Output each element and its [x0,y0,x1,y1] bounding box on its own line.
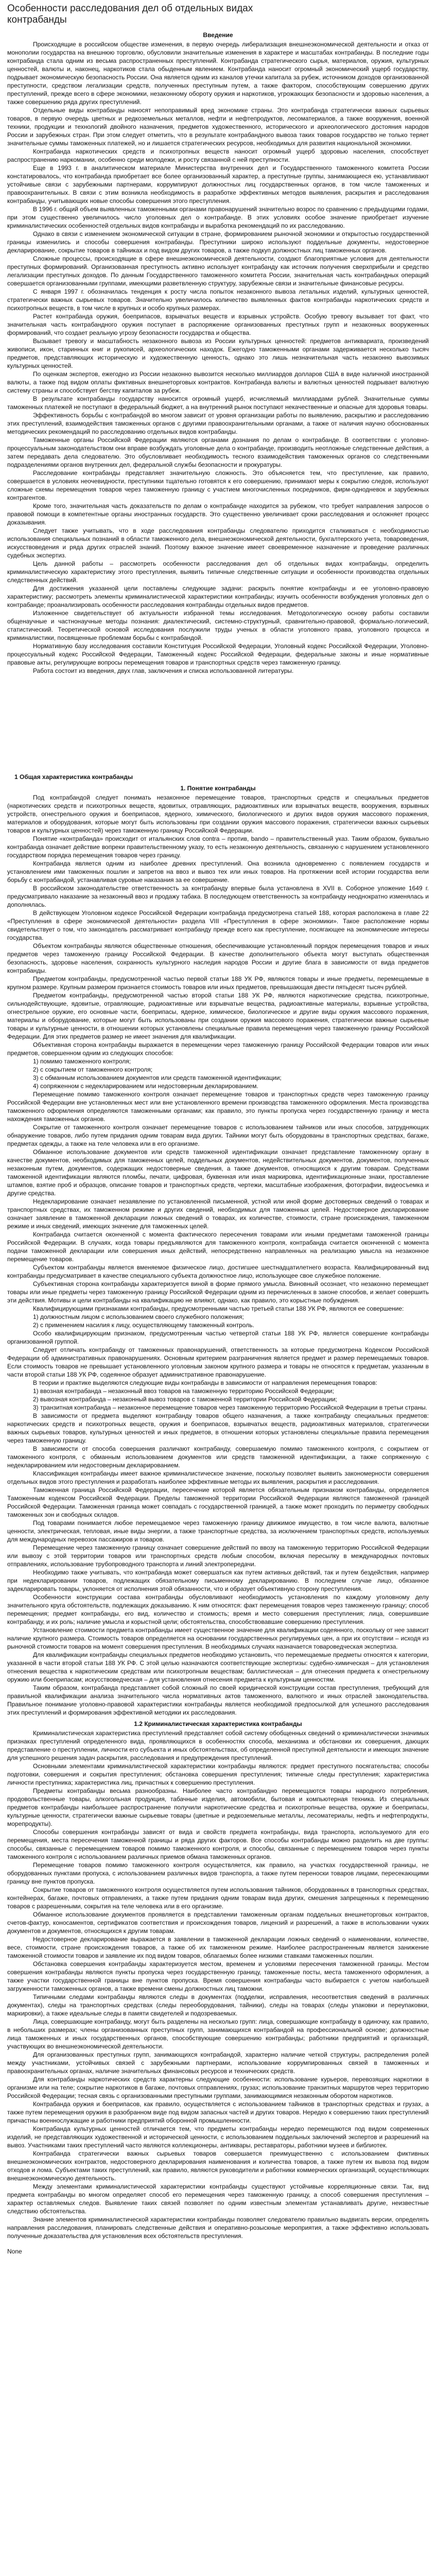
paragraph: Контрабанда стратегически важных сырьевых товаров совершается преимущественно с использованием фиктивных внешнеэкономических контрактов, недостоверного декларирования наименования и количества товаров, а также путем их вывоза под видом отходов и лома. Субъектами таких преступлений, как правило, являются руководители и работники коммерческих организаций, осуществляющих внешнеэкономическую деятельность. [7,2150,429,2182]
paragraph: Сложные процессы, происходящие в сфере внешнеэкономической деятельности, создают благоприятные условия для деятельности преступных формирований. Организованная преступность активно использует контрабанду как источник получения сверхприбыли и средство легализации преступных доходов. По данным Государственного таможенного комитета России, значительная часть контрабандных операций совершается организованными группами, имеющими разветвленную структуру, зарубежные связи и значительные финансовые ресурсы. [7,255,429,287]
paragraph: Способы совершения контрабанды зависят от вида и свойств предмета контрабанды, вида транспорта, используемого для его перемещения, места пересечения таможенной границы и ряда других факторов. Все способы контрабанды можно разделить на две группы: способы, связанные с перемещением товаров помимо таможенного контроля, и способы, связанные с перемещением товаров через пункты таможенного контроля с использованием различных приемов обмана таможенных органов. [7,1828,429,1860]
paragraph: Перемещение помимо таможенного контроля означает перемещение товаров и транспортных средств через таможенную границу Российской Федерации вне установленных мест или вне установленного времени производства таможенного оформления. Места производства таможенного оформления определяются таможенными органами; как правило, это пункты пропуска через государственную границу и места нахождения таможенных органов. [7,1091,429,1123]
list-item: 3) транзитная контрабанда – незаконное перемещение товаров через таможенную территорию Российской Федерации в третьи страны. [33,1404,428,1411]
paragraph: Нормативную базу исследования составили Конституция Российской Федерации, Уголовный кодекс Российской Федерации, Уголовно-процессуальный кодекс Российской Федерации, Таможенный кодекс Российской Федерации, федеральные законы и иные нормативные правовые акты, регулирующие вопросы перемещения товаров и транспортных средств через таможенную границу. [7,642,429,666]
paragraph: Для организованных преступных групп, занимающихся контрабандой, характерно наличие четкой структуры, распределения ролей между участниками, устойчивых связей с зарубежными партнерами, использование коррумпированных связей в таможенных и правоохранительных органах, наличие значительных финансовых ресурсов и технических средств. [7,2051,429,2075]
paragraph: С января 1997 г. обозначилась тенденция к росту числа попыток незаконного вывоза летальных изделий, культурных ценностей, стратегически важных сырьевых товаров. Значительно увеличилось количество выявленных фактов контрабанды наркотических средств и психотропных веществ, в том числе в крупных и особо крупных размерах. [7,288,429,312]
paragraph: Недостоверное декларирование выражается в заявлении в таможенной декларации ложных сведений о наименовании, количестве, весе, стоимости, стране происхождения товаров, а также об их таможенном режиме. Наиболее распространенным является занижение таможенной стоимости товаров и заявление их под видом товаров, облагаемых более низкими ставками таможенных пошлин. [7,1936,429,1959]
paragraph: Субъективная сторона контрабанды характеризуется виной в форме прямого умысла. Виновный осознает, что незаконно перемещает товары или иные предметы через таможенную границу Российской Федерации одним из перечисленных в законе способов, и желает совершить эти действия. Мотивы и цели контрабанды на квалификацию не влияют, однако, как правило, это корыстные побуждения. [7,1280,429,1304]
paragraph: Контрабанда наркотических средств и психотропных веществ наносит огромный ущерб здоровью населения, способствует распространению наркомании, особенно среди молодежи, и росту связанной с ней преступности. [7,148,429,163]
paragraph: Еще в 1993 г. в аналитическом материале Министерства внутренних дел и Государственного таможенного комитета России констатировалось, что контрабанда приобретает все более организованный характер, а преступные группы, занимающиеся ею, устанавливают устойчивые связи с зарубежными партнерами, коррумпируют должностных лиц государственных органов, в том числе таможенных и правоохранительных. В связи с этим возникла необходимость в разработке эффективных методов выявления, раскрытия и расследования контрабанды, учитывающих новые способы совершения этого преступления. [7,164,429,205]
document-title: Особенности расследования дел об отдельных видах контрабанды [7,3,253,25]
list-item: 1) должностным лицом с использованием своего служебного положения; [33,1313,244,1320]
paragraph: По оценкам экспертов, ежегодно из России незаконно вывозится несколько миллиардов долларов США в виде наличной иностранной валюты, а также под видом оплаты фиктивных внешнеторговых контрактов. Контрабанда валюты и валютных ценностей подрывает валютную систему страны и способствует бегству капиталов за рубеж. [7,370,429,394]
paragraph: Контрабанда оружия и боеприпасов, как правило, осуществляется с использованием тайников в транспортных средствах и грузах, а также путем перемещения оружия в разобранном виде под видом запасных частей и других товаров. Нередко к совершению таких преступлений причастны военнослужащие и работники предприятий оборонной промышленности. [7,2100,429,2124]
paragraph: Перемещение товаров помимо таможенного контроля осуществляется, как правило, на участках государственной границы, не оборудованных пунктами пропуска, с использованием различных видов транспорта, а также путем переноски товаров лицами, пересекающими границу вне пунктов пропуска. [7,1861,429,1885]
paragraph: Перемещение через таможенную границу означает совершение действий по ввозу на таможенную территорию Российской Федерации или вывозу с этой территории товаров или транспортных средств любым способом, включая пересылку в международных почтовых отправлениях, использование трубопроводного транспорта и линий электропередачи. [7,1544,429,1568]
footer-text: None [7,2248,22,2255]
paragraph: Понятие «контрабанда» происходит от итальянских слов contra – против, bando – правительственный указ. Таким образом, буквально контрабанда означает действие вопреки правительственному указу, то есть незаконную деятельность, связанную с нарушением установленного государством порядка перемещения товаров через границу. [7,835,429,859]
paragraph: Вызывает тревогу и масштабность незаконного вывоза из России культурных ценностей: предметов антиквариата, произведений живописи, икон, старинных книг и рукописей, археологических находок. Ежегодно таможенными органами задерживается несколько тысяч предметов, представляющих историческую и художественную ценность, однако это лишь незначительная часть незаконно вывозимых культурных ценностей. [7,337,429,369]
paragraph: Предметом контрабанды, предусмотренной частью второй статьи 188 УК РФ, являются наркотические средства, психотропные, сильнодействующие, ядовитые, отравляющие, радиоактивные или взрывчатые вещества, радиоактивные материалы, взрывные устройства, огнестрельное оружие, его основные части, боеприпасы, ядерное, химическое, биологическое и другие виды оружия массового поражения, материалы и оборудование, которые могут быть использованы при создании оружия массового поражения, стратегически важные сырьевые товары и культурные ценности, в отношении которых установлены специальные правила перемещения через таможенную границу Российской Федерации. Для этих предметов размер не имеет значения для квалификации. [7,992,429,1040]
paragraph: Эффективность борьбы с контрабандой во многом зависит от уровня организации работы по выявлению, раскрытию и расследованию этих преступлений, взаимодействия таможенных органов с другими правоохранительными органами, а также от наличия научно обоснованных методических рекомендаций по расследованию отдельных видов контрабанды. [7,412,429,435]
list-item: 4) сопряженном с недекларированием или недостоверным декларированием. [33,1082,258,1090]
paragraph: В российском законодательстве ответственность за контрабанду впервые была установлена в XVII в. Соборное уложение 1649 г. предусматривало наказание за незаконный ввоз и продажу табака. В последующем ответственность за контрабанду неоднократно изменялась и дополнялась. [7,885,429,908]
paragraph: Классификация контрабанды имеет важное криминалистическое значение, поскольку позволяет выявить закономерности совершения отдельных видов этого преступления и разработать наиболее эффективные методы их выявления, раскрытия и расследования. [7,1470,429,1485]
paragraph: В теории и практике выделяются следующие виды контрабанды в зависимости от направления перемещения товаров: [33,1379,377,1386]
paragraph: Криминалистическая характеристика преступлений представляет собой систему обобщенных сведений о криминалистически значимых признаках преступлений определенного вида, проявляющихся в особенностях способа, механизма и обстановки их совершения, дающих представление о преступлении, личности его субъекта и иных обстоятельствах, об определенной преступной деятельности и имеющих значение для успешного решения задач раскрытия, расследования и предупреждения преступлений. [7,1730,429,1761]
paragraph: Таможенные органы Российской Федерации являются органами дознания по делам о контрабанде. В соответствии с уголовно-процессуальным законодательством они вправе возбуждать уголовные дела о контрабанде, производить неотложные следственные действия, а затем передавать дела следователю. Это обусловливает необходимость тесного взаимодействия таможенных органов со следственными подразделениями органов внутренних дел, федеральной службы безопасности и прокуратуры. [7,436,429,468]
list-item: 2) вывозная контрабанда – незаконный вывоз товаров с таможенной территории Российской Федерации; [33,1396,337,1403]
paragraph: Контрабанда культурных ценностей отличается тем, что предметы контрабанды нередко перемещаются под видом современных изделий, не представляющих художественной и исторической ценности, с использованием поддельных заключений экспертов и разрешений на вывоз. Участниками таких преступлений часто являются коллекционеры, антиквары, реставраторы, работники музеев и библиотек. [7,2125,429,2149]
paragraph: В зависимости от способа совершения различают контрабанду, совершаемую помимо таможенного контроля, с сокрытием от таможенного контроля, с обманным использованием документов или средств таможенной идентификации, а также сопряженную с недекларированием или недостоверным декларированием. [7,1445,429,1469]
paragraph: Изложенное свидетельствует об актуальности избранной темы исследования. Методологическую основу работы составили общенаучные и частнонаучные методы познания: диалектический, системно-структурный, сравнительно-правовой, формально-логический, статистический. Теоретической основой исследования послужили труды ученых в области уголовного права, уголовного процесса и криминалистики, посвященные проблемам борьбы с контрабандой. [7,609,429,641]
chapter-1-heading: 1 Общая характеристика контрабанды [14,773,133,781]
paragraph: Таким образом, контрабанда представляет собой сложный по своей юридической конструкции состав преступления, требующий для правильной квалификации анализа значительного числа нормативных актов таможенного, валютного и иных отраслей законодательства. Правильное понимание уголовно-правовой характеристики контрабанды является необходимой предпосылкой для успешного расследования этих преступлений и формирования эффективной методики их расследования. [7,1684,429,1716]
paragraph: Следует отличать контрабанду от таможенных правонарушений, ответственность за которые предусмотрена Кодексом Российской Федерации об административных правонарушениях. Основным критерием разграничения является предмет и размер перемещаемых товаров. Если стоимость товаров не превышает установленного уголовным законом крупного размера и товары не относятся к предметам, указанным в части второй статьи 188 УК РФ, содеянное образует административное правонарушение. [7,1346,429,1378]
paragraph: Особо квалифицирующим признаком, предусмотренным частью четвертой статьи 188 УК РФ, является совершение контрабанды организованной группой. [7,1330,429,1345]
paragraph: Происходящие в российском обществе изменения, в первую очередь либерализация внешнеэкономической деятельности и отказ от монополии государства на внешнюю торговлю, обусловили значительные изменения в характере и масштабах контрабанды. В последние годы контрабанда стала одним из весьма распространенных преступлений. Контрабанда стратегического сырья, материалов, оружия, культурных ценностей, валюты и, наконец, наркотиков стала обыденным явлением. Контрабанда наносит огромный экономический ущерб государству, подрывает экономическую безопасность России. Она является одним из каналов утечки капитала за рубеж, источником доходов организованной преступности, средством легализации средств, полученных преступным путем, а также фактором, способствующим совершению других преступлений, прежде всего в сфере экономики, незаконному обороту оружия и наркотиков, угрожающих безопасности и здоровью населения, а также совершению ряда других преступлений. [7,41,429,106]
paragraph: Работа состоит из введения, двух глав, заключения и списка использованной литературы. [33,667,294,674]
intro-body [7,40,429,675]
paragraph: Цель данной работы – рассмотреть особенности расследования дел об отдельных видах контрабанды, определить криминалистическую характеристику этого преступления, выявить типичные следственные ситуации и особенности производства отдельных следственных действий. [7,560,429,584]
paragraph: Необходимо также учитывать, что контрабанда может совершаться как путем активных действий, так и путем бездействия, например при недекларировании товаров, подлежащих обязательному письменному декларированию. В последнем случае лицо, обязанное задекларировать товары, уклоняется от исполнения этой обязанности, что и образует объективную сторону преступления. [7,1569,429,1592]
paragraph: Недекларирование означает незаявление по установленной письменной, устной или иной форме достоверных сведений о товарах и транспортных средствах, их таможенном режиме и других сведений, необходимых для таможенных целей. Недостоверное декларирование означает заявление в таможенной декларации ложных сведений о товарах, их количестве, стоимости, стране происхождения, таможенном режиме и иных сведений, имеющих значение для таможенных целей. [7,1198,429,1230]
paragraph: Установление стоимости предмета контрабанды имеет существенное значение для квалификации содеянного, поскольку от нее зависит наличие крупного размера. Стоимость товаров определяется на основании государственных регулируемых цен, а при их отсутствии – исходя из рыночной стоимости товаров на момент совершения преступления. В необходимых случаях назначается товароведческая экспертиза. [7,1626,429,1650]
paragraph: Обманное использование документов проявляется в представлении таможенным органам поддельных внешнеторговых контрактов, счетов-фактур, коносаментов, сертификатов соответствия и происхождения товаров, лицензий и разрешений, а также в использовании чужих документов и документов, относящихся к другим товарам. [7,1911,429,1935]
paragraph: Под контрабандой следует понимать незаконное перемещение товаров, транспортных средств и специальных предметов (наркотических средств и психотропных веществ, ядовитых, отравляющих, радиоактивных или взрывчатых веществ, вооружения, взрывных устройств, огнестрельного оружия и боеприпасов, ядерного, химического, биологического и других видов оружия массового поражения, материалов и оборудования, которые могут быть использованы при создании оружия массового поражения, стратегически важных сырьевых товаров и культурных ценностей) через таможенную границу Российской Федерации. [7,794,429,834]
paragraph: Таможенная граница Российской Федерации, пересечение которой является обязательным признаком контрабанды, определяется Таможенным кодексом Российской Федерации. Пределы таможенной территории Российской Федерации являются таможенной границей Российской Федерации. Таможенная граница может совпадать с государственной границей, а также может проходить по периметру свободных таможенных зон и свободных складов. [7,1486,429,1518]
paragraph: Растет контрабанда оружия, боеприпасов, взрывчатых веществ и взрывных устройств. Особую тревогу вызывает тот факт, что значительная часть контрабандного оружия поступает в распоряжение организованных преступных групп и незаконных вооруженных формирований, что создает реальную угрозу безопасности государства и общества. [7,313,429,336]
section-1-2-heading: 1.2 Криминалистическая характеристика контрабанды [134,1720,302,1727]
intro-section [7,31,429,675]
list-item: 1) помимо таможенного контроля; [33,1058,131,1065]
paragraph: Для достижения указанной цели поставлены следующие задачи: раскрыть понятие контрабанды и ее уголовно-правовую характеристику; рассмотреть элементы криминалистической характеристики контрабанды; изучить особенности возбуждения уголовных дел о контрабанде; проанализировать особенности расследования контрабанды отдельных видов предметов. [7,585,429,608]
paragraph: Для контрабанды наркотических средств характерны следующие особенности: использование курьеров, перевозящих наркотики в организме или на теле; сокрытие наркотиков в багаже, почтовых отправлениях, грузах; использование транзитных маршрутов через территорию Российской Федерации; тесная связь с организованными преступными группами, занимающимися незаконным оборотом наркотиков. [7,2076,429,2099]
paragraph: Квалифицирующими признаками контрабанды, предусмотренными частью третьей статьи 188 УК РФ, являются ее совершение: [33,1305,404,1312]
paragraph: Объективная сторона контрабанды выражается в перемещении через таможенную границу Российской Федерации товаров или иных предметов, совершенном одним из следующих способов: [7,1041,429,1057]
paragraph: Контрабанда является одним из наиболее древних преступлений. Она возникла одновременно с появлением государств и установлением ими таможенных пошлин и запретов на ввоз и вывоз тех или иных товаров. На протяжении всей истории государства вели борьбу с контрабандой, устанавливая суровые наказания за ее совершение. [7,860,429,884]
list-item: 3) с обманным использованием документов или средств таможенной идентификации; [33,1074,282,1081]
paragraph: Лица, совершающие контрабанду, могут быть разделены на несколько групп: лица, совершающие контрабанду в одиночку, как правило, в небольших размерах; члены организованных преступных групп, занимающихся контрабандой на профессиональной основе; должностные лица таможенных и иных государственных органов, способствующие совершению контрабанды; работники предприятий и организаций, участвующих во внешнеэкономической деятельности. [7,2018,429,2050]
paragraph: Типичными следами контрабанды являются следы в документах (подделки, исправления, несоответствия сведений в различных документах), следы на транспортных средствах (следы переоборудования, тайники), следы на товарах (следы упаковки и переупаковки, маркировки), а также идеальные следы в памяти свидетелей и подозреваемых. [7,1993,429,2017]
section-1-1-heading: 1. Понятие контрабанды [180,785,256,792]
paragraph: Предметы контрабанды весьма разнообразны. Наиболее часто контрабандно перемещаются товары народного потребления, продовольственные товары, алкогольная продукция, табачные изделия, автомобили, бытовая и компьютерная техника. Из специальных предметов контрабанды наибольшее распространение получили наркотические средства и психотропные вещества, оружие и боеприпасы, культурные ценности, стратегически важные сырьевые товары (цветные и редкоземельные металлы, лесоматериалы, нефть и нефтепродукты, морепродукты). [7,1787,429,1827]
paragraph: Обстановка совершения контрабанды характеризуется местом, временем и условиями пересечения таможенной границы. Местом совершения контрабанды являются пункты пропуска через государственную границу, таможенные посты, места таможенного оформления, а также участки государственной границы вне пунктов пропуска. Время совершения контрабанды часто выбирается с учетом наибольшей загруженности таможенных органов, а также времени смены должностных лиц таможни. [7,1960,429,1992]
paragraph: Сокрытие от таможенного контроля означает перемещение товаров с использованием тайников или иных способов, затрудняющих обнаружение товаров, либо путем придания одним товарам вида других. Тайники могут быть оборудованы в транспортных средствах, багаже, предметах одежды, а также на теле человека или в его организме. [7,1124,429,1147]
paragraph: В результате контрабанды государству наносится огромный ущерб, исчисляемый миллиардами рублей. Значительные суммы таможенных платежей не поступают в федеральный бюджет, а на внутренний рынок поступают некачественные и опасные для здоровья товары. [7,395,429,411]
paragraph: В 1996 г. общий объем выявленных таможенными органами правонарушений значительно возрос по сравнению с предыдущими годами, при этом существенно увеличилось число уголовных дел о контрабанде. В этих условиях особое значение приобретает изучение криминалистических особенностей отдельных видов контрабанды и выработка рекомендаций по их расследованию. [7,206,429,229]
paragraph: В зависимости от предмета выделяют контрабанду товаров общего назначения, а также контрабанду специальных предметов: наркотических средств и психотропных веществ, оружия и боеприпасов, взрывчатых веществ, радиоактивных материалов, стратегически важных сырьевых товаров, культурных ценностей и иных предметов, в отношении которых установлены специальные правила перемещения через таможенную границу. [7,1412,429,1444]
paragraph: Сокрытие товаров от таможенного контроля осуществляется путем использования тайников, оборудованных в транспортных средствах, контейнерах, багаже, почтовых отправлениях, а также путем придания одним товарам вида других, смешения запрещенных к перемещению товаров с разрешенными, сокрытия на теле человека или в его организме. [7,1886,429,1910]
intro-heading: Введение [203,31,233,39]
paragraph: Основными элементами криминалистической характеристики контрабанды являются: предмет преступного посягательства; способы подготовки, совершения и сокрытия преступления; обстановка совершения преступления; типичные следы преступления; характеристика личности преступника; характеристика лиц, причастных к совершению преступления. [7,1762,429,1786]
paragraph: Предметом контрабанды, предусмотренной частью первой статьи 188 УК РФ, являются товары и иные предметы, перемещаемые в крупном размере. Крупным размером признается стоимость товаров или иных предметов, превышающая двести пятьдесят тысяч рублей. [7,975,429,991]
paragraph: Контрабанда считается оконченной с момента фактического пересечения товарами или иными предметами таможенной границы Российской Федерации. В случаях, когда товары предъявляются для таможенного контроля, контрабанда считается оконченной с момента подачи таможенной декларации или совершения иных действий, непосредственно направленных на реализацию умысла на незаконное перемещение товаров. [7,1231,429,1263]
list-item: 1) ввозная контрабанда – незаконный ввоз товаров на таможенную территорию Российской Федерации; [33,1387,334,1395]
paragraph: Между элементами криминалистической характеристики контрабанды существуют устойчивые корреляционные связи. Так, вид предмета контрабанды во многом определяет способ его перемещения через таможенную границу, а способ совершения преступления – характер оставляемых следов. Выявление таких связей позволяет по одним известным элементам устанавливать другие, неизвестные следствию обстоятельства. [7,2183,429,2215]
paragraph: В действующем Уголовном кодексе Российской Федерации контрабанда предусмотрена статьей 188, которая расположена в главе 22 «Преступления в сфере экономической деятельности» раздела VIII «Преступления в сфере экономики». Такое расположение нормы свидетельствует о том, что законодатель рассматривает контрабанду прежде всего как преступление, посягающее на экономические интересы государства. [7,909,429,941]
section-1-1-body [7,793,429,1717]
paragraph: Субъектом контрабанды является вменяемое физическое лицо, достигшее шестнадцатилетнего возраста. Квалифицированный вид контрабанды предусматривает в качестве специального субъекта должностное лицо, использующее свое служебное положение. [7,1264,429,1279]
paragraph: Обманное использование документов или средств таможенной идентификации означает представление таможенному органу в качестве документов, необходимых для таможенных целей, поддельных документов, недействительных документов, документов, полученных незаконным путем, документов, содержащих недостоверные сведения, а также документов, относящихся к другим товарам. Средствами таможенной идентификации являются пломбы, печати, цифровая, буквенная или иная маркировка, идентификационные знаки, проставление штампов, взятие проб и образцов, описание товаров и транспортных средств, чертежи, масштабные изображения, фотографии, видеосъемка и другие средства. [7,1148,429,1197]
chapter-1-section [7,773,429,2240]
section-1-2-body [7,1729,429,2240]
paragraph: Отдельные виды контрабанды наносят непоправимый вред экономике страны. Это контрабанда стратегически важных сырьевых товаров, в первую очередь цветных и редкоземельных металлов, нефти и нефтепродуктов, лесоматериалов, а также вооружения, военной техники, продукции и технологий двойного назначения, предметов художественного, исторического и археологического достояния народов России и зарубежных стран. При этом следует отметить, что в результате контрабандного вывоза таких товаров государство не только теряет значительные суммы таможенных платежей, но и лишается стратегических ресурсов, необходимых для развития национальной экономики. [7,107,429,147]
paragraph: Объектом контрабанды являются общественные отношения, обеспечивающие установленный порядок перемещения товаров и иных предметов через таможенную границу Российской Федерации. В качестве дополнительного объекта могут выступать общественная безопасность, здоровье населения, сохранность культурного наследия народов России и другие блага в зависимости от вида предметов контрабанды. [7,942,429,974]
paragraph: Для квалификации контрабанды специальных предметов необходимо установить, что перемещаемые предметы относятся к категории, указанной в части второй статьи 188 УК РФ. С этой целью назначаются соответствующие экспертизы: судебно-химическая – для установления отнесения вещества к наркотическим средствам или психотропным веществам; баллистическая – для отнесения предмета к огнестрельному оружию или боеприпасам; искусствоведческая – для установления отнесения предмета к культурным ценностям. [7,1651,429,1683]
paragraph: Следует также учитывать, что в ходе расследования контрабанды следователю приходится сталкиваться с необходимостью использования специальных познаний в области таможенного дела, внешнеэкономической деятельности, бухгалтерского учета, товароведения, искусствоведения и ряда других отраслей знаний. Поэтому важное значение имеет своевременное назначение и проведение различных судебных экспертиз. [7,527,429,559]
paragraph: Под товарами понимается любое перемещаемое через таможенную границу движимое имущество, в том числе валюта, валютные ценности, электрическая, тепловая, иные виды энергии, а также транспортные средства, за исключением транспортных средств, используемых для международных перевозок пассажиров и товаров. [7,1519,429,1543]
list-item: 2) с применением насилия к лицу, осуществляющему таможенный контроль. [33,1321,254,1329]
paragraph: Знание элементов криминалистической характеристики контрабанды позволяет следователю правильно выдвигать версии, определять направления расследования, планировать следственные действия и оперативно-розыскные мероприятия, а также эффективно использовать полученные доказательства для установления всех обстоятельств преступления. [7,2216,429,2240]
paragraph: Особенности конструкции состава контрабанды обусловливают необходимость установления по каждому уголовному делу значительного круга обстоятельств, подлежащих доказыванию. К ним относятся: факт перемещения товаров через таможенную границу; способ перемещения; предмет контрабанды, его вид, количество и стоимость; время и место совершения преступления; лица, совершившие контрабанду, и их роль; наличие умысла и корыстной цели; обстоятельства, способствовавшие совершению преступления. [7,1594,429,1625]
paragraph: Кроме того, значительная часть доказательств по делам о контрабанде находится за рубежом, что требует направления запросов о правовой помощи в компетентные органы иностранных государств. Это существенно увеличивает сроки расследования и осложняет процесс доказывания. [7,502,429,526]
paragraph: Однако в связи с изменением экономической ситуации в стране, формированием рыночной экономики и открытостью государственной границы изменились и способы совершения контрабанды. Преступники широко используют поддельные документы, недостоверное декларирование, сокрытие товаров в тайниках и под видом других товаров, а также подкуп должностных лиц таможенных органов. [7,230,429,254]
paragraph: Расследование контрабанды представляет значительную сложность. Это объясняется тем, что преступление, как правило, совершается в условиях неочевидности, преступники тщательно готовятся к его совершению, принимают меры к сокрытию следов, используют сложные схемы перемещения товаров через таможенную границу с участием многочисленных посредников, фирм-однодневок и зарубежных контрагентов. [7,469,429,501]
list-item: 2) с сокрытием от таможенного контроля; [33,1066,153,1073]
